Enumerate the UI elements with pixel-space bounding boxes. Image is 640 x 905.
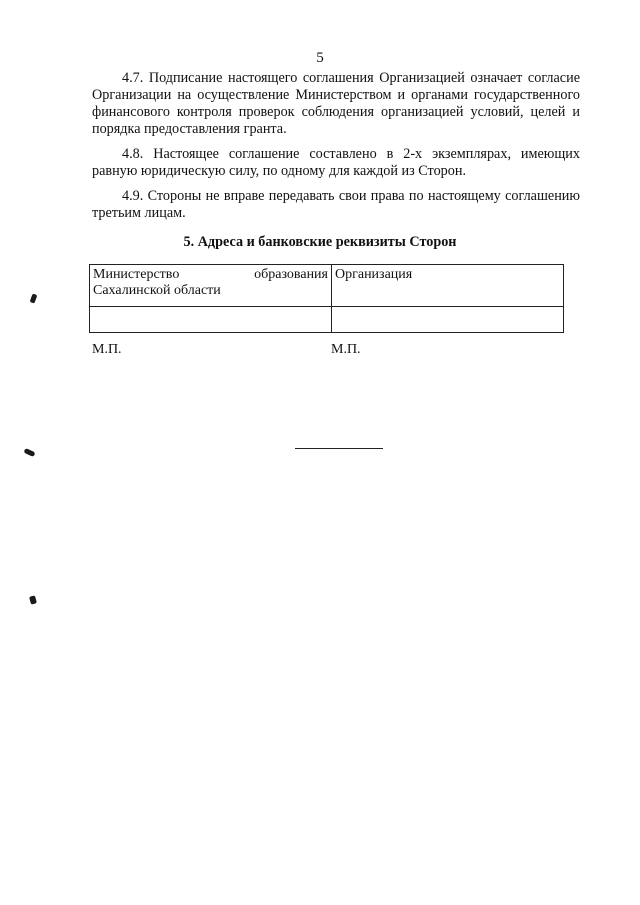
binding-hole-mark <box>23 448 35 457</box>
ministry-word-2: образования <box>254 267 328 282</box>
end-of-document-line <box>295 448 383 449</box>
ministry-word-1: Министерство <box>93 267 180 282</box>
ministry-details-cell <box>90 307 332 333</box>
page-number: 5 <box>316 50 324 66</box>
binding-hole-mark <box>30 293 38 303</box>
paragraph-4-8: 4.8. Настоящее соглашение составлено в 2-х экземплярах, имеющих равную юридическую силу, по одному для каждой из Сторон. <box>92 146 580 179</box>
table-header-row <box>90 265 564 307</box>
binding-hole-mark <box>29 595 37 604</box>
organization-cell: Организация <box>332 265 564 307</box>
organization-details-cell <box>332 307 564 333</box>
paragraph-4-9: 4.9. Стороны не вправе передавать свои права по настоящему соглашению третьим лицам. <box>92 188 580 221</box>
stamp-place-ministry: М.П. <box>92 342 122 357</box>
ministry-name-line1 <box>93 267 328 283</box>
stamp-place-organization: М.П. <box>331 342 361 357</box>
section-heading: 5. Адреса и банковские реквизиты Сторон <box>183 234 457 250</box>
ministry-name-line2: Сахалинской области <box>93 283 221 298</box>
requisites-table <box>89 264 564 333</box>
table-blank-row <box>90 307 564 333</box>
ministry-cell <box>90 265 332 307</box>
paragraph-4-7: 4.7. Подписание настоящего соглашения Организацией означает согласие Организации на осуществление Министерством и органами государственного финансового контроля проверок соблюдения организацией условий, целей и порядка предоставления гранта. <box>92 70 580 137</box>
